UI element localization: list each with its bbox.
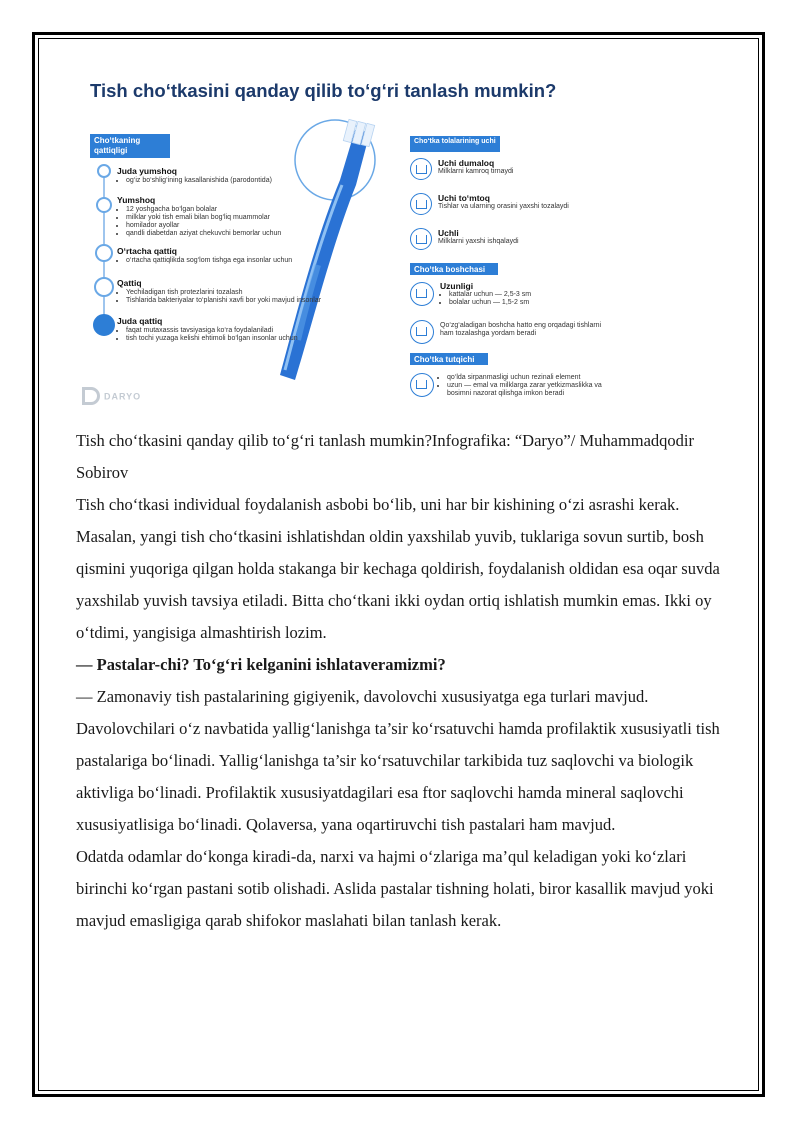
- stiffness-dot: [95, 244, 113, 262]
- stiffness-level: O‘rtacha qattiq • o‘rtacha qattiqlikda sog‘lom tishga ega insonlar uchun: [117, 246, 292, 265]
- brush-handle-icon: [410, 373, 434, 397]
- stiffness-level: Juda qattiq • faqat mutaxassis tavsiyasiga ko‘ra foydalaniladi • tish tochi yuzaga kelishi ehtimoli bo‘lgan insonlar uchun: [117, 316, 298, 343]
- paragraph: Odatda odamlar do‘konga kiradi-da, narxi va hajmi o‘zlariga ma’qul keladigan yoki ko‘zlari birinchi ko‘rgan pastani sotib olishadi. Aslida pastalar tishning holati, biror kasallik mavjud yoki mavjud emasligiga qarab shifokor maslahati bilan tanlash kerak.: [76, 847, 714, 930]
- stiffness-dot: [97, 164, 111, 178]
- stiffness-level: Juda yumshoq • og‘iz bo‘shlig‘ining kasallanishida (parodontida): [117, 166, 272, 185]
- stiffness-dot: [96, 197, 112, 213]
- stiffness-dot: [94, 277, 114, 297]
- stiffness-dot: [93, 314, 115, 336]
- article-body: [76, 425, 726, 937]
- stiffness-level: Yumshoq • 12 yoshgacha bo‘lgan bolalar • milklar yoki tish emali bilan bog‘liq muammolar • homilador ayollar • qandli diabetdan aziyat chekuvchi bemorlar uchun: [117, 195, 281, 238]
- stiffness-heading: Cho‘tkaning qattiqligi: [90, 134, 170, 158]
- bristle-blunt-icon: [410, 193, 432, 215]
- image-caption: Tish cho‘tkasini qanday qilib to‘g‘ri tanlash mumkin?Infografika: “Daryo”/ Muhammadqodir Sobirov: [76, 431, 695, 482]
- handle-heading: Cho‘tka tutqichi: [410, 353, 488, 365]
- bristle-pointed-icon: [410, 228, 432, 250]
- daryo-logo: DARYO: [82, 387, 141, 405]
- bristle-round-icon: [410, 158, 432, 180]
- question-heading: — Pastalar-chi? To‘g‘ri kelganini ishlataveramizmi?: [76, 655, 446, 674]
- infographic-title: Tish cho‘tkasini qanday qilib to‘g‘ri tanlash mumkin?: [90, 80, 557, 101]
- brush-head-icon: [410, 282, 434, 306]
- paragraph: Tish cho‘tkasi individual foydalanish asbobi bo‘lib, uni har bir kishining o‘zi asrashi kerak. Masalan, yangi tish cho‘tkasini ishlatishdan oldin yaxshilab yuvib, tuklariga sovun surtib, bosh qismini yuqoriga qilgan holda stakanga bir kechaga qoldirish, foydalanish oldidan esa oqar suvda yaxshilab yuvish tavsiya etiladi. Bitta cho‘tkani ikki oydan ortiq ishlatish mumkin emas. Ikki oy o‘tdimi, yangisiga almashtirish lozim.: [76, 495, 720, 642]
- head-heading: Cho‘tka boshchasi: [410, 263, 498, 275]
- stiffness-level: Qattiq • Yechiladigan tish protezlarini tozalash • Tishlarida bakteriyalar to‘planishi xavfi bor yoki mavjud insonlar: [117, 278, 321, 305]
- infographic: Tish cho‘tkasini qanday qilib to‘g‘ri tanlash mumkin? Cho‘tkaning qattiqligi Juda yumshoq • og‘iz bo‘shlig‘ining kasallanishida (parodontida) Yumshoq • 12 yoshgacha bo‘lgan bolalar • milklar yoki tish emali bilan bog‘liq muammolar • homilador ayollar • qandli diabetdan aziyat chekuvchi bemorlar uchun O‘rtacha qattiq • o‘rtacha qattiqlikda sog‘lom tishga ega insonlar uchun Qattiq • Yechiladigan tish protezlarini tozalash • Tishlarida bakteriyalar to‘planishi xavfi bor yoki mavjud insonlar Juda qattiq • faqat mutaxassis tavsiyasiga ko‘ra foydalaniladi • tish tochi yuzaga kelishi ehtimoli bo‘lgan insonlar uchun Cho‘tka tolalarining uchi Uchi dumaloq Milklarni kamroq tirnaydi Uchi to‘mtoq Tishlar va ularning orasini yaxshi tozalaydi Uchli Milklarni yaxshi ishqalaydi Cho‘tka boshchasi Uzunligi • kattalar uchun — 2,5-3 sm • bolalar uchun — 1,5-2 sm Qo‘zg‘aladigan boshcha hatto eng orqadagi tishlarni ham tozalashga yordam beradi Cho‘tka tutqichi • qo‘lda sirpanmasligi uchun rezinali element • uzun — emal va milklarga zarar yetkizmaslikka va bosimni nazorat qilishga imkon beradi DARYO: [80, 70, 600, 420]
- bristle-heading: Cho‘tka tolalarining uchi: [410, 136, 500, 152]
- movable-head-icon: [410, 320, 434, 344]
- paragraph: — Zamonaviy tish pastalarining gigiyenik, davolovchi xususiyatga ega turlari mavjud. Davolovchilari o‘z navbatida yallig‘lanishga ta’sir ko‘rsatuvchi hamda profilaktik xususiyatli tish pastalariga bo‘linadi. Yallig‘lanishga ta’sir ko‘rsatuvchilar tarkibida tuz saqlovchi va biologik aktivliga bo‘linadi. Profilaktik xususiyatdagilari esa ftor saqlovchi hamda mineral saqlovchi xususiyatlisiga bo‘linadi. Qolaversa, yana oqartiruvchi tish pastalari ham mavjud.: [76, 687, 720, 834]
